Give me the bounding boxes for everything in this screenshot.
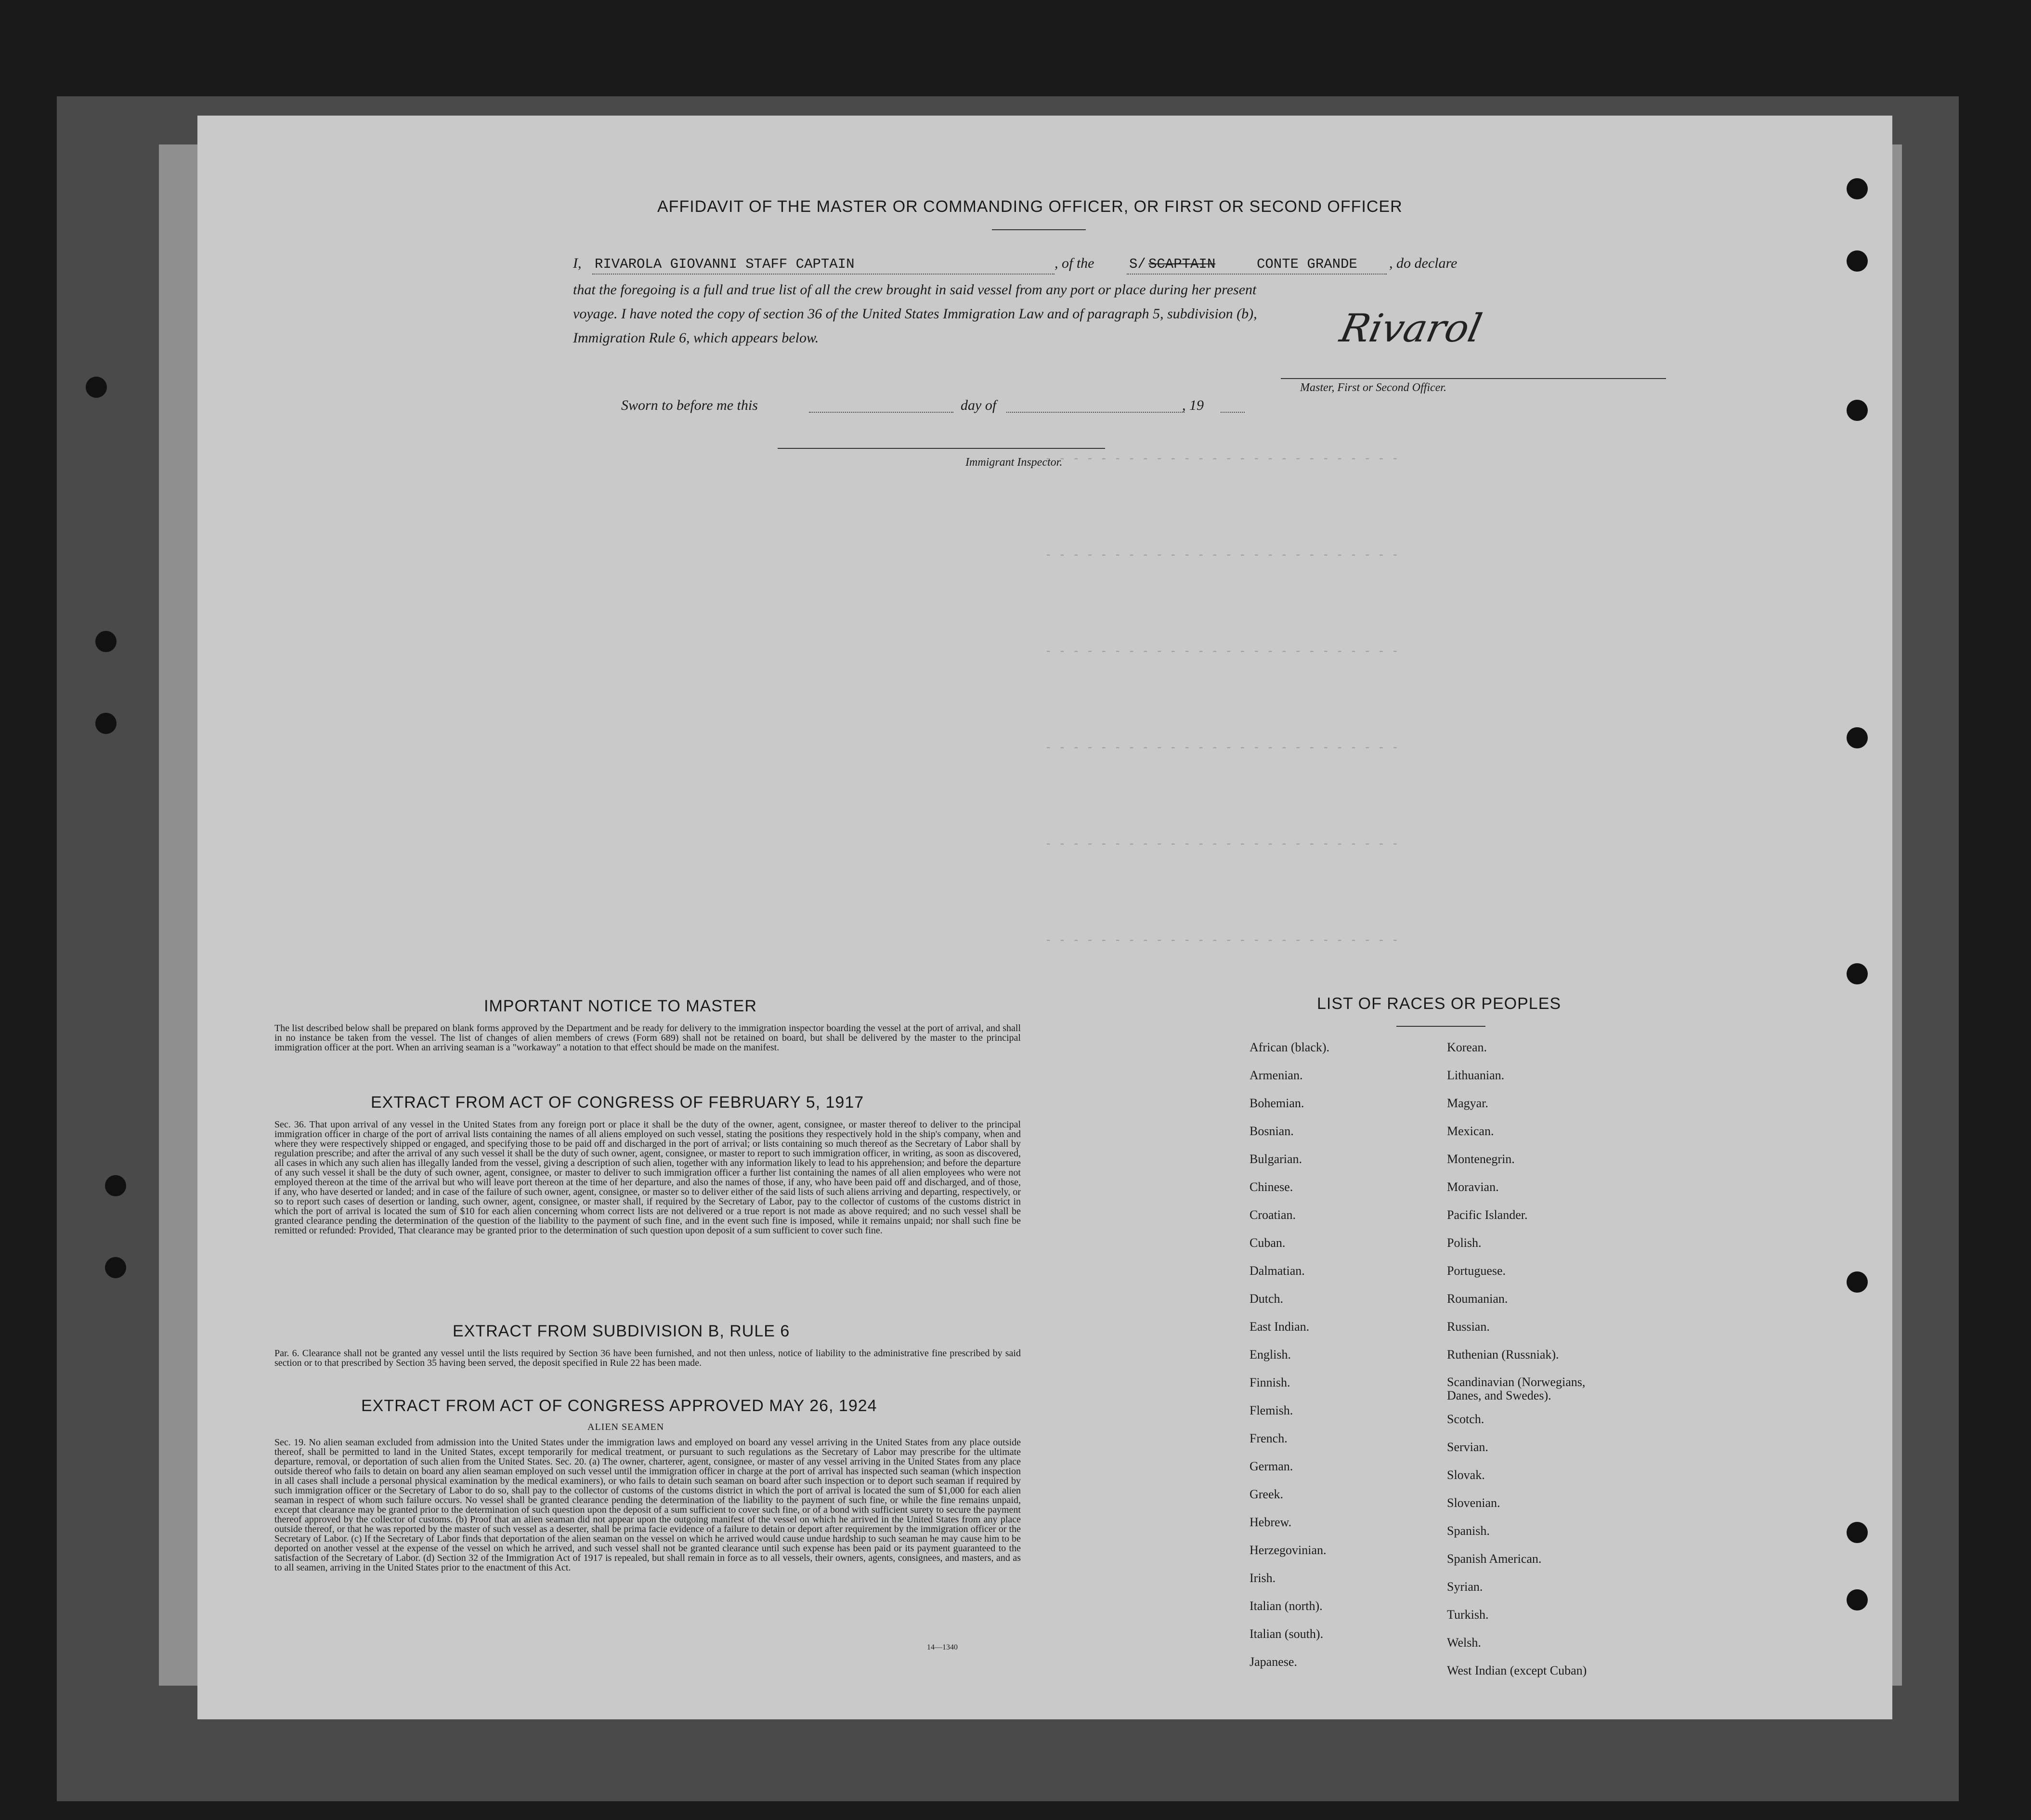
race-item: East Indian. bbox=[1250, 1320, 1310, 1334]
race-item: Hebrew. bbox=[1250, 1515, 1292, 1529]
bleed-through-text: - - - - - - - - - - - - - - - - - - - - - - - - - - bbox=[1045, 453, 1399, 466]
affidavit-title: AFFIDAVIT OF THE MASTER OR COMMANDING OFFICER, OR FIRST OR SECOND OFFICER bbox=[657, 197, 1403, 216]
vessel-prefix: S/ bbox=[1129, 256, 1146, 272]
officer-signature: Rivarol bbox=[1336, 306, 1486, 351]
race-item: German. bbox=[1250, 1459, 1293, 1473]
race-item: Bohemian. bbox=[1250, 1096, 1304, 1110]
race-item: Bosnian. bbox=[1250, 1124, 1294, 1138]
race-item: Croatian. bbox=[1250, 1208, 1296, 1222]
inspector-line bbox=[778, 448, 1105, 449]
race-item: Polish. bbox=[1447, 1236, 1482, 1250]
race-item: Chinese. bbox=[1250, 1180, 1293, 1194]
binder-hole bbox=[1847, 1589, 1868, 1611]
of-the-text: , of the bbox=[1055, 255, 1094, 271]
race-item: Slovenian. bbox=[1447, 1496, 1500, 1510]
race-item: Scandinavian (Norwegians, Danes, and Swedes). bbox=[1447, 1375, 1586, 1402]
bleed-through-text: - - - - - - - - - - - - - - - - - - - - - - - - - - bbox=[1045, 934, 1399, 947]
race-item: Ruthenian (Russniak). bbox=[1447, 1348, 1559, 1362]
race-item: Scotch. bbox=[1447, 1412, 1484, 1426]
affidavit-line-3: voyage. I have noted the copy of section 36 of the United States Immigration Law and of paragraph 5, subdivision (b), bbox=[573, 306, 1257, 322]
race-item: Servian. bbox=[1447, 1440, 1488, 1454]
binder-hole bbox=[1847, 178, 1868, 199]
race-item: Armenian. bbox=[1250, 1068, 1303, 1082]
race-item: English. bbox=[1250, 1348, 1291, 1362]
document-page bbox=[197, 116, 1892, 1719]
races-title: LIST OF RACES OR PEOPLES bbox=[1317, 995, 1562, 1013]
extract-1917-title: EXTRACT FROM ACT OF CONGRESS OF FEBRUARY 5, 1917 bbox=[371, 1093, 864, 1112]
binder-hole bbox=[86, 377, 107, 398]
sworn-prefix: Sworn to before me this bbox=[621, 397, 758, 413]
race-item: Cuban. bbox=[1250, 1236, 1286, 1250]
extract-rule6-title: EXTRACT FROM SUBDIVISION B, RULE 6 bbox=[453, 1322, 790, 1340]
vessel-name-line bbox=[1127, 274, 1387, 275]
affidavit-line-2: that the foregoing is a full and true list of all the crew brought in said vessel from any port or place during her present bbox=[573, 282, 1257, 298]
year-prefix: , 19 bbox=[1182, 397, 1204, 413]
race-item: Korean. bbox=[1447, 1040, 1487, 1054]
affidavit-prefix: I, bbox=[573, 255, 582, 271]
race-item: Russian. bbox=[1447, 1320, 1490, 1334]
race-item: Moravian. bbox=[1447, 1180, 1499, 1194]
binder-hole bbox=[95, 631, 117, 652]
signature-line bbox=[1281, 378, 1666, 379]
binder-hole bbox=[1847, 1271, 1868, 1293]
race-item: Flemish. bbox=[1250, 1403, 1293, 1417]
extract-1924-subtitle: ALIEN SEAMEN bbox=[587, 1422, 664, 1432]
extract-1924-title: EXTRACT FROM ACT OF CONGRESS APPROVED MAY 26, 1924 bbox=[361, 1397, 877, 1415]
bleed-through-text: - - - - - - - - - - - - - - - - - - - - - - - - - - bbox=[1045, 742, 1399, 755]
title-rule bbox=[992, 229, 1086, 230]
binder-hole bbox=[105, 1175, 126, 1196]
sworn-day-line bbox=[809, 412, 953, 413]
race-item: Pacific Islander. bbox=[1447, 1208, 1528, 1222]
race-item: Welsh. bbox=[1447, 1636, 1481, 1650]
binder-hole bbox=[95, 713, 117, 734]
binder-hole bbox=[1847, 727, 1868, 748]
affidavit-line-4: Immigration Rule 6, which appears below. bbox=[573, 330, 819, 346]
sworn-year-line bbox=[1221, 412, 1245, 413]
race-item: Lithuanian. bbox=[1447, 1068, 1505, 1082]
binder-hole bbox=[1847, 1522, 1868, 1543]
race-item: Italian (north). bbox=[1250, 1599, 1323, 1613]
race-item: Dalmatian. bbox=[1250, 1264, 1305, 1278]
race-item: Roumanian. bbox=[1447, 1292, 1508, 1306]
race-item: Dutch. bbox=[1250, 1292, 1284, 1306]
binder-hole bbox=[1847, 400, 1868, 421]
inspector-caption: Immigrant Inspector. bbox=[965, 456, 1063, 469]
race-item: Spanish. bbox=[1447, 1524, 1490, 1538]
vessel-name: CONTE GRANDE bbox=[1257, 256, 1357, 272]
extract-1917-body: Sec. 36. That upon arrival of any vessel in the United States from any foreign port or place it shall be the duty of the owner, agent, consignee, or master thereof to deliver to the principal immigration officer in charge of the port of arrival lists containing the names of all aliens employed on such vessel, stating the positions they respectively hold in the ship's company, when and where they were respectively shipped or engaged, and specifying those to be paid off and discharged in the port of arrival; or lists containing so much thereof as the Secretary of Labor shall by regulation prescribe; and after the arrival of any such vessel it shall be the duty of such owner, agent, consignee, or master to report to such immigration officer, in writing, as soon as discovered, all cases in which any such alien has illegally landed from the vessel, giving a description of such alien, together with any information likely to lead to his apprehension; and before the departure of any such vessel it shall be the duty of such owner, agent, consignee, or master to deliver to such immigration officer a further list containing the names of all alien employees who were not employed thereon at the time of the arrival but who will leave port thereon at the time of her departure, and also the names of those, if any, who have been paid off and discharged, and of those, if any, who have deserted or landed; and in case of the failure of such owner, agent, consignee, or master so to deliver either of the said lists of such aliens arriving and departing, respectively, or so to report such cases of desertion or landing, such owner, agent, consignee, or master shall, if required by the Secretary of Labor, pay to the collector of customs of the customs district in which the port of arrival is located the sum of $10 for each alien concerning whom correct lists are not delivered or a true report is not made as above required; and no such vessel shall be granted clearance pending the determination of the question of the liability to the payment of such fine, and in the event such fine is imposed, while it remains unpaid; nor shall such fine be remitted or refunded: Provided, That clearance may be granted prior to the determination of such question upon deposit of a sum sufficient to cover such fine. bbox=[274, 1119, 1021, 1236]
race-item: Bulgarian. bbox=[1250, 1152, 1302, 1166]
notice-title: IMPORTANT NOTICE TO MASTER bbox=[484, 997, 757, 1015]
notice-body: The list described below shall be prepared on blank forms approved by the Department and be ready for delivery to the immigration inspector boarding the vessel at the port of arrival, and shall in no instance be taken from the vessel. The list of changes of alien members of crews (Form 689) shall not be retained on board, but shall be delivered by the master to the principal immigration officer at the port. When an arriving seaman is a "workaway" a notation to that effect should be made on the manifest. bbox=[274, 1023, 1021, 1053]
races-title-rule bbox=[1396, 1026, 1485, 1027]
sworn-month-line bbox=[1006, 412, 1185, 413]
race-item: Finnish. bbox=[1250, 1375, 1290, 1389]
bleed-through-text: - - - - - - - - - - - - - - - - - - - - - - - - - - bbox=[1045, 838, 1399, 851]
extract-1924-body: Sec. 19. No alien seaman excluded from admission into the United States under the immigration laws and employed on board any vessel arriving in the United States from any place outside thereof, shall be permitted to land in the United States, except temporarily for medical treatment, or pursuant to such regulations as the Secretary of Labor may prescribe for the ultimate departure, removal, or deportation of such alien from the United States. Sec. 20. (a) The owner, charterer, agent, consignee, or master of any vessel arriving in the United States from any place outside thereof who fails to detain on board any alien seaman employed on such vessel until the immigration officer in charge at the port of arrival has inspected such seaman (which inspection in all cases shall include a personal physical examination by the medical examiners), or who fails to detain such seaman on board after such inspection or to deport such seaman if required by such immigration officer or the Secretary of Labor to do so, shall pay to the collector of customs of the customs district in which the port of arrival is located the sum of $1,000 for each alien seaman in respect of whom such failure occurs. No vessel shall be granted clearance pending the determination of the liability to the payment of such fine, or while the fine remains unpaid, except that clearance may be granted prior to the determination of such question upon the deposit of a sum sufficient to cover such fine, or of a bond with sufficient surety to secure the payment thereof approved by the collector of customs. (b) Proof that an alien seaman did not appear upon the outgoing manifest of the vessel on which he arrived in the United States from any place outside thereof, or that he was reported by the master of such vessel as a deserter, shall be prima facie evidence of a failure to detain or deport after requirement by the immigration officer or the Secretary of Labor. (c) If the Secretary of Labor finds that deportation of the alien seaman on the vessel on which he arrived would cause undue hardship to such seaman he may cause him to be deported on another vessel at the expense of the vessel on which he arrived, and such vessel shall not be granted clearance until such expense has been paid or its payment guaranteed to the satisfaction of the Secretary of Labor. (d) Section 32 of the Immigration Act of 1917 is repealed, but shall remain in force as to all vessels, their owners, agents, consignees, and masters, and as to all seamen, arriving in the United States prior to the enactment of this Act. bbox=[274, 1437, 1021, 1573]
form-number: 14—1340 bbox=[927, 1643, 958, 1651]
race-item: Turkish. bbox=[1447, 1608, 1489, 1622]
race-item: Spanish American. bbox=[1447, 1552, 1542, 1566]
race-item: Mexican. bbox=[1447, 1124, 1494, 1138]
race-item: Irish. bbox=[1250, 1571, 1276, 1585]
vessel-struck-text: SCAPTAIN bbox=[1148, 256, 1216, 272]
binder-hole bbox=[105, 1257, 126, 1278]
day-of-text: day of bbox=[961, 397, 997, 413]
signature-caption: Master, First or Second Officer. bbox=[1300, 381, 1446, 394]
race-item: Montenegrin. bbox=[1447, 1152, 1515, 1166]
bleed-through-text: - - - - - - - - - - - - - - - - - - - - - - - - - - bbox=[1045, 549, 1399, 562]
race-item: Japanese. bbox=[1250, 1655, 1297, 1669]
binder-hole bbox=[1847, 250, 1868, 272]
race-item: Italian (south). bbox=[1250, 1627, 1324, 1641]
binder-hole bbox=[1847, 963, 1868, 984]
race-item: Magyar. bbox=[1447, 1096, 1488, 1110]
race-item: French. bbox=[1250, 1431, 1288, 1445]
race-item: Herzegovinian. bbox=[1250, 1543, 1327, 1557]
officer-name-line bbox=[592, 274, 1055, 275]
race-item: Portuguese. bbox=[1447, 1264, 1506, 1278]
do-declare-text: , do declare bbox=[1389, 255, 1458, 271]
race-item: West Indian (except Cuban) bbox=[1447, 1663, 1587, 1677]
extract-rule6-body: Par. 6. Clearance shall not be granted any vessel until the lists required by Section 36 have been furnished, and not then unless, notice of liability to the administrative fine prescribed by said section or to that prescribed by Section 35 having been served, the deposit specified in Rule 22 has been made. bbox=[274, 1348, 1021, 1368]
bleed-through-text: - - - - - - - - - - - - - - - - - - - - - - - - - - bbox=[1045, 645, 1399, 658]
race-item: African (black). bbox=[1250, 1040, 1330, 1054]
race-item: Greek. bbox=[1250, 1487, 1284, 1501]
officer-name: RIVAROLA GIOVANNI STAFF CAPTAIN bbox=[595, 256, 855, 272]
race-item: Slovak. bbox=[1447, 1468, 1485, 1482]
race-item: Syrian. bbox=[1447, 1580, 1483, 1594]
